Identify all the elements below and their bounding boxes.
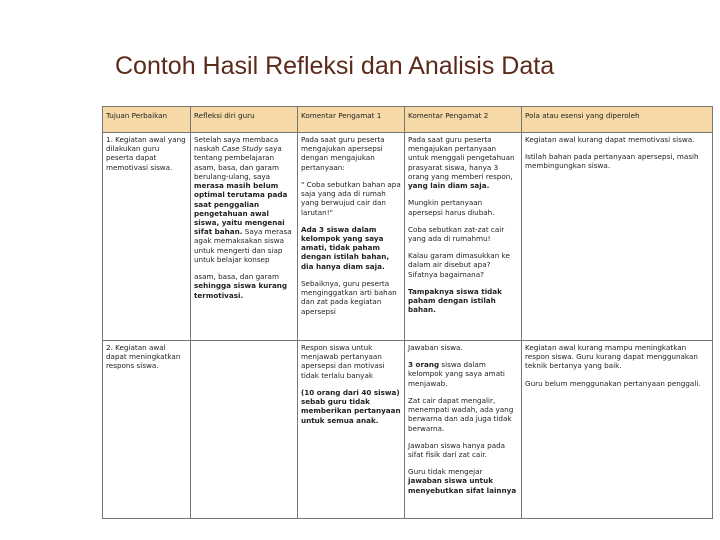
cell-text: Jawaban siswa.	[408, 343, 463, 352]
cell-observer-2	[405, 133, 522, 341]
header-cell: Refleksi diri guru	[191, 107, 298, 133]
header-cell: Komentar Pengamat 2	[405, 107, 522, 133]
cell-text: Istilah bahan pada pertanyaan apersepsi, masih membingungkan siswa.	[525, 152, 699, 171]
header-cell: Pola atau esensi yang diperoleh	[522, 107, 713, 133]
cell-goal	[103, 133, 191, 341]
cell-text: Tampaknya siswa tidak paham dengan istilah bahan.	[408, 286, 502, 315]
cell-text: (10 orang dari 40 siswa) sebab guru tidak memberikan pertanyaan untuk semua anak.	[301, 387, 401, 425]
cell-text: Mungkin pertanyaan apersepsi harus diubah.	[408, 198, 495, 217]
cell-text: Zat cair dapat mengalir, menempati wadah, ada yang berwarna dan ada juga tidak berwarna.	[408, 395, 514, 433]
cell-text: Sebaiknya, guru peserta menginggatkan arti bahan dan zat pada kegiatan apersepsi	[301, 278, 397, 316]
table-header-row	[103, 107, 713, 133]
cell-text: " Coba sebutkan bahan apa saja yang ada di rumah yang berwujud cair dan larutan!"	[301, 179, 401, 217]
cell-text: Kegiatan awal kurang dapat memotivasi siswa.	[525, 135, 695, 144]
cell-pattern	[522, 133, 713, 341]
cell-text: Jawaban siswa hanya pada sifat fisik dari zat cair.	[408, 440, 506, 459]
cell-observer-1	[298, 341, 405, 519]
cell-text: Kalau garam dimasukkan ke dalam air disebut apa? Sifatnya bagaimana?	[408, 251, 510, 279]
cell-text: asam, basa, dan garam sehingga siswa kurang termotivasi.	[194, 272, 288, 300]
cell-observer-1	[298, 133, 405, 341]
cell-text: 2. Kegiatan awal dapat meningkatkan respons siswa.	[106, 343, 181, 371]
cell-teacher-reflection	[191, 133, 298, 341]
cell-text: Guru tidak mengejar jawaban siswa untuk menyebutkan sifat lainnya	[408, 467, 517, 495]
cell-text: Pada saat guru peserta mengajukan apersepsi dengan mengajukan pertanyaan:	[301, 135, 385, 172]
table-row	[103, 341, 713, 519]
cell-text: Pada saat guru peserta mengajukan pertanyaan untuk menggali pengetahuan prasyarat siswa, hanya 3 orang yang memberi respon, yang lain diam saja.	[408, 135, 515, 191]
cell-text: 1. Kegiatan awal yang dilakukan guru peserta dapat memotivasi siswa.	[106, 135, 186, 172]
slide-title: Contoh Hasil Refleksi dan Analisis Data	[115, 52, 555, 80]
cell-pattern	[522, 341, 713, 519]
header-cell: Tujuan Perbaikan	[103, 107, 191, 133]
table-row	[103, 133, 713, 341]
header-cell: Komentar Pengamat 1	[298, 107, 405, 133]
cell-teacher-reflection	[191, 341, 298, 519]
cell-goal	[103, 341, 191, 519]
cell-text: Kegiatan awal kurang mampu meningkatkan respon siswa. Guru kurang dapat menggunakan teknik bertanya yang baik.	[525, 343, 698, 371]
cell-text: Coba sebutkan zat-zat cair yang ada di rumahmu!	[408, 224, 505, 243]
cell-observer-2	[405, 341, 522, 519]
cell-text: Guru belum menggunakan pertanyaan penggali.	[525, 378, 701, 388]
cell-text: Setelah saya membaca naskah Case Study saya tentang pembelajaran asam, basa, dan garam berulang-ulang, saya merasa masih belum optimal terutama pada saat penggalian pengetahuan awal siswa, yaitu mengenai sifat bahan. Saya merasa agak memaksakan siswa untuk mengerti dan siap untuk belajar konsep	[194, 135, 292, 264]
reflection-table	[102, 106, 713, 519]
cell-text: Respon siswa untuk menjawab pertanyaan apersepsi dan motivasi tidak terlalu banyak	[301, 343, 385, 380]
cell-text: Ada 3 siswa dalam kelompok yang saya amati, tidak paham dengan istilah bahan, dia hanya diam saja.	[301, 224, 390, 271]
cell-text: 3 orang siswa dalam kelompok yang saya amati menjawab.	[408, 360, 505, 388]
